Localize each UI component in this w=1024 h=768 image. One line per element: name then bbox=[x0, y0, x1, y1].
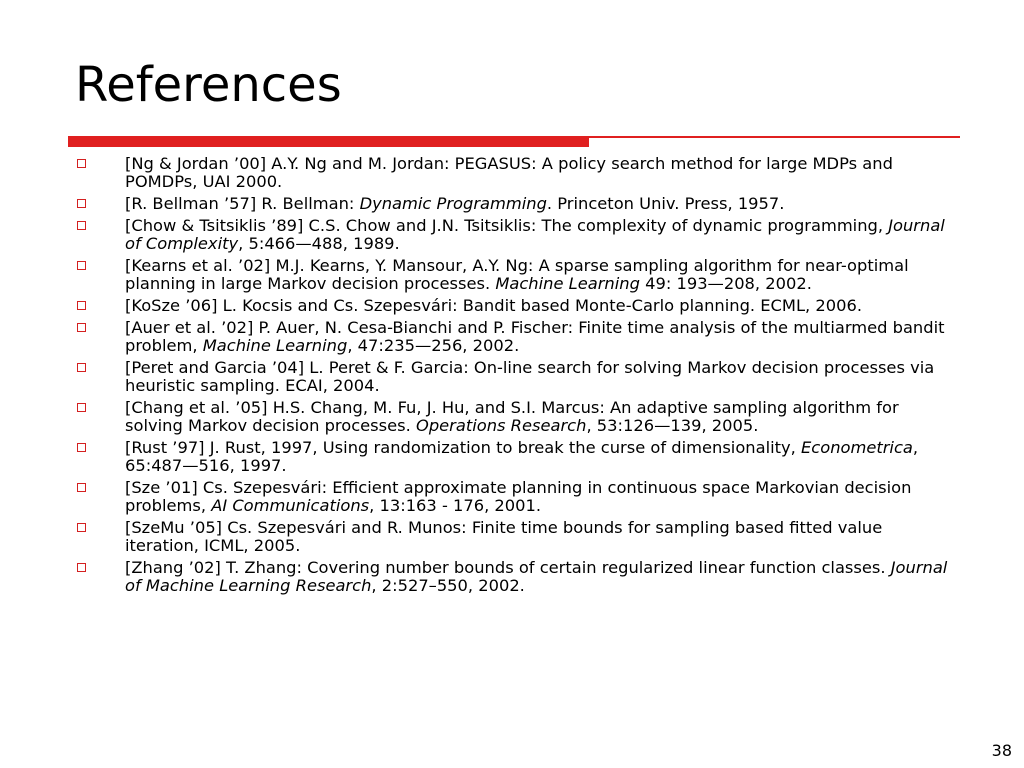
hollow-square-bullet-icon bbox=[77, 301, 86, 310]
reference-text: [Peret and Garcia ’04] L. Peret & F. Garcia: On-line search for solving Markov decision processes via heuristic sampling. ECAI, 2004. bbox=[125, 358, 935, 395]
reference-text: [Chow & Tsitsiklis ’89] C.S. Chow and J.N. Tsitsiklis: The complexity of dynamic programming, Journal of Complexity, 5:466—488, 1989. bbox=[125, 216, 945, 253]
reference-text: [Ng & Jordan ’00] A.Y. Ng and M. Jordan: PEGASUS: A policy search method for large MDPs and POMDPs, UAI 2000. bbox=[125, 154, 893, 191]
reference-item bbox=[76, 559, 956, 595]
reference-text: [KoSze ’06] L. Kocsis and Cs. Szepesvári: Bandit based Monte-Carlo planning. ECML, 2006. bbox=[125, 296, 863, 315]
reference-text: [R. Bellman ’57] R. Bellman: Dynamic Programming. Princeton Univ. Press, 1957. bbox=[125, 194, 785, 213]
reference-item bbox=[76, 519, 956, 555]
reference-list bbox=[76, 155, 956, 599]
hollow-square-bullet-icon bbox=[77, 523, 86, 532]
hollow-square-bullet-icon bbox=[77, 443, 86, 452]
reference-text: [Kearns et al. ’02] M.J. Kearns, Y. Mansour, A.Y. Ng: A sparse sampling algorithm for near-optimal planning in large Markov decision processes. Machine Learning 49: 193—208, 2002. bbox=[125, 256, 909, 293]
reference-item bbox=[76, 439, 956, 475]
hollow-square-bullet-icon bbox=[77, 363, 86, 372]
reference-text: [Rust ’97] J. Rust, 1997, Using randomization to break the curse of dimensionality, Econometrica, 65:487—516, 1997. bbox=[125, 438, 919, 475]
reference-item bbox=[76, 359, 956, 395]
reference-item bbox=[76, 155, 956, 191]
hollow-square-bullet-icon bbox=[77, 483, 86, 492]
slide-title: References bbox=[75, 57, 342, 113]
hollow-square-bullet-icon bbox=[77, 199, 86, 208]
page-number: 38 bbox=[991, 741, 1012, 760]
title-underline-thick bbox=[68, 136, 589, 147]
hollow-square-bullet-icon bbox=[77, 403, 86, 412]
title-underline-thin bbox=[589, 136, 960, 138]
hollow-square-bullet-icon bbox=[77, 159, 86, 168]
reference-item bbox=[76, 399, 956, 435]
hollow-square-bullet-icon bbox=[77, 563, 86, 572]
reference-item bbox=[76, 217, 956, 253]
reference-item bbox=[76, 257, 956, 293]
hollow-square-bullet-icon bbox=[77, 323, 86, 332]
reference-text: [Zhang ’02] T. Zhang: Covering number bounds of certain regularized linear function classes. Journal of Machine Learning Research, 2:527–550, 2002. bbox=[125, 558, 948, 595]
reference-item bbox=[76, 479, 956, 515]
reference-text: [Chang et al. ’05] H.S. Chang, M. Fu, J. Hu, and S.I. Marcus: An adaptive sampling algorithm for solving Markov decision processes. Operations Research, 53:126—139, 2005. bbox=[125, 398, 899, 435]
reference-text: [Auer et al. ’02] P. Auer, N. Cesa-Bianchi and P. Fischer: Finite time analysis of the multiarmed bandit problem, Machine Learning, 47:235—256, 2002. bbox=[125, 318, 945, 355]
reference-item bbox=[76, 195, 956, 213]
reference-text: [Sze ’01] Cs. Szepesvári: Efficient approximate planning in continuous space Markovian decision problems, AI Communications, 13:163 - 176, 2001. bbox=[125, 478, 912, 515]
hollow-square-bullet-icon bbox=[77, 221, 86, 230]
hollow-square-bullet-icon bbox=[77, 261, 86, 270]
reference-item bbox=[76, 319, 956, 355]
reference-item bbox=[76, 297, 956, 315]
reference-text: [SzeMu ’05] Cs. Szepesvári and R. Munos: Finite time bounds for sampling based fitted value iteration, ICML, 2005. bbox=[125, 518, 883, 555]
